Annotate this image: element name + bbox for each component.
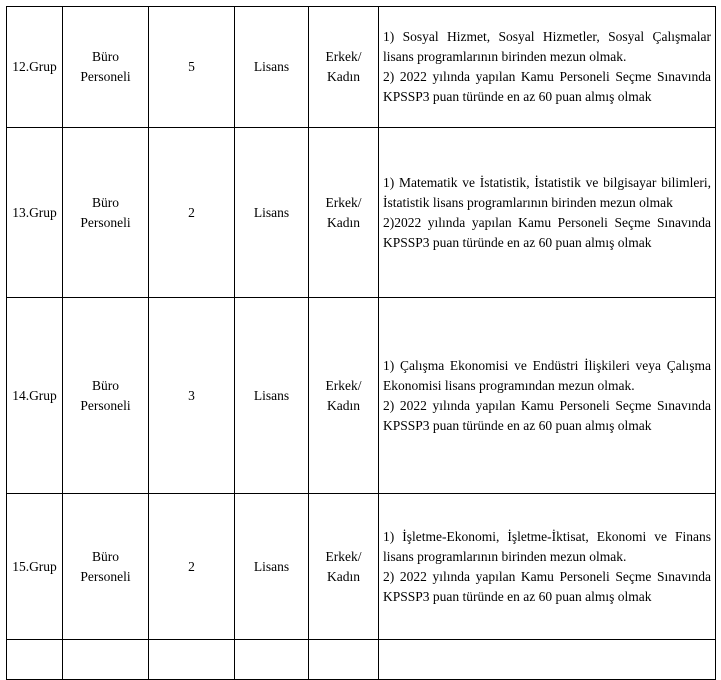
requirement-line: 2) 2022 yılında yapılan Kamu Personeli Seçme Sınavında <box>383 69 711 84</box>
gender-line: Kadın <box>327 397 360 413</box>
requirement-line: KPSSP3 puan türünde en az 60 puan almış olmak <box>383 89 652 104</box>
gender-cell <box>309 298 379 494</box>
count-cell <box>149 640 235 680</box>
requirements-cell <box>379 494 716 640</box>
requirement-line: 1) İşletme-Ekonomi, İşletme-İktisat, Ekonomi ve Finans <box>383 528 711 544</box>
requirement-line: 1) Çalışma Ekonomisi ve Endüstri İlişkileri veya Çalışma <box>383 357 711 373</box>
group-cell: 14.Grup <box>7 298 63 494</box>
education-cell: Lisans <box>235 298 309 494</box>
position-title-line: Personeli <box>80 69 131 84</box>
education-cell <box>235 640 309 680</box>
position-title-line: Personeli <box>80 568 131 584</box>
requirement-line: 2) 2022 yılında yapılan Kamu Personeli Seçme Sınavında <box>383 568 711 584</box>
position-title-line: Personeli <box>80 214 131 230</box>
gender-line: Kadın <box>327 214 360 230</box>
position-title-cell <box>63 494 149 640</box>
gender-cell <box>309 128 379 298</box>
group-cell: 12.Grup <box>7 7 63 128</box>
count-cell: 2 <box>149 494 235 640</box>
gender-cell <box>309 7 379 128</box>
education-cell: Lisans <box>235 128 309 298</box>
requirement-line: 2)2022 yılında yapılan Kamu Personeli Seçme Sınavında <box>383 214 711 230</box>
requirements-cell <box>379 7 716 128</box>
requirements-cell <box>379 298 716 494</box>
requirement-line: 2) 2022 yılında yapılan Kamu Personeli Seçme Sınavında <box>383 397 711 413</box>
gender-line: Kadın <box>327 568 360 584</box>
group-cell <box>7 640 63 680</box>
requirement-line: lisans programlarının birinden mezun olmak. <box>383 548 627 564</box>
count-cell: 2 <box>149 128 235 298</box>
requirement-line: lisans programlarının birinden mezun olmak. <box>383 49 627 64</box>
gender-line: Erkek/ <box>325 377 362 393</box>
table-row <box>7 494 716 640</box>
positions-table <box>6 6 716 680</box>
table-row <box>7 128 716 298</box>
gender-line: Erkek/ <box>325 49 362 64</box>
position-title-cell <box>63 298 149 494</box>
count-cell: 5 <box>149 7 235 128</box>
group-cell: 15.Grup <box>7 494 63 640</box>
position-title-cell <box>63 7 149 128</box>
gender-cell <box>309 640 379 680</box>
count-cell: 3 <box>149 298 235 494</box>
position-title-cell <box>63 640 149 680</box>
position-title-cell <box>63 128 149 298</box>
position-title-line: Büro <box>92 194 119 210</box>
requirement-line: KPSSP3 puan türünde en az 60 puan almış olmak <box>383 588 652 604</box>
position-title-line: Büro <box>92 548 119 564</box>
requirement-line: Ekonomisi lisans programından mezun olmak. <box>383 377 635 393</box>
gender-line: Erkek/ <box>325 548 362 564</box>
gender-line: Kadın <box>327 69 360 84</box>
requirement-line: KPSSP3 puan türünde en az 60 puan almış olmak <box>383 234 652 250</box>
requirements-cell <box>379 128 716 298</box>
position-title-line: Büro <box>92 49 119 64</box>
education-cell: Lisans <box>235 7 309 128</box>
position-title-line: Personeli <box>80 397 131 413</box>
gender-line: Erkek/ <box>325 194 362 210</box>
position-title-line: Büro <box>92 377 119 393</box>
requirement-line: 1) Matematik ve İstatistik, İstatistik ve bilgisayar bilimleri, <box>383 174 711 190</box>
education-cell: Lisans <box>235 494 309 640</box>
requirement-line: İstatistik lisans programlarının birinden mezun olmak <box>383 194 673 210</box>
requirements-cell <box>379 640 716 680</box>
gender-cell <box>309 494 379 640</box>
table-row <box>7 298 716 494</box>
requirement-line: KPSSP3 puan türünde en az 60 puan almış olmak <box>383 417 652 433</box>
group-cell: 13.Grup <box>7 128 63 298</box>
requirement-line: 1) Sosyal Hizmet, Sosyal Hizmetler, Sosyal Çalışmalar <box>383 29 711 44</box>
table-row <box>7 7 716 128</box>
table-row-partial <box>7 640 716 680</box>
